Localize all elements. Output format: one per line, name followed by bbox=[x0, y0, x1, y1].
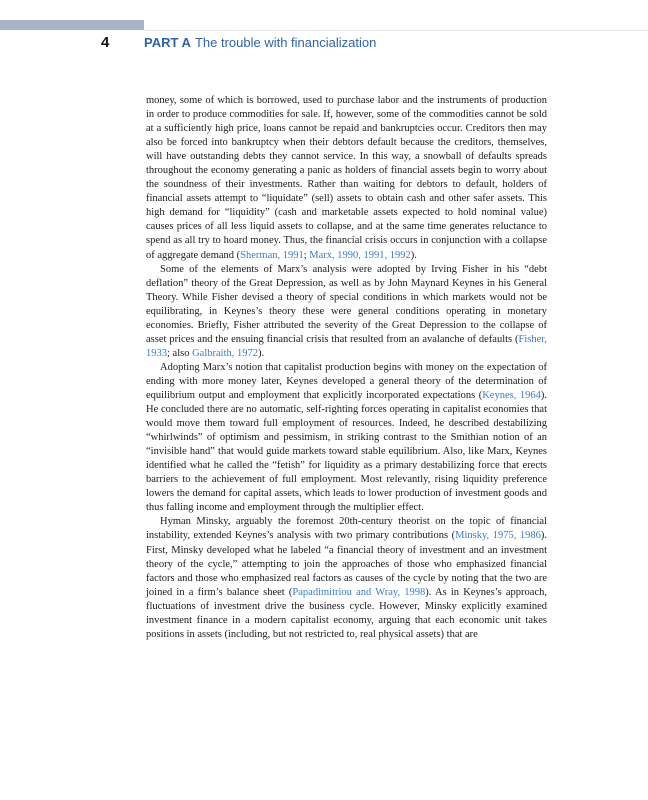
paragraph-text: ; bbox=[303, 249, 310, 261]
paragraph bbox=[146, 263, 547, 361]
paragraph-text: Hyman Minsky, arguably the foremost 20th-century theorist on the topic of financial instability, extended Keynes’s analysis with two primary contributions ( bbox=[146, 516, 547, 542]
paragraph-text: ). As in Keynes’s approach, fluctuations of investment drive the business cycle. However, Minsky explicitly examined investment finance in a modern capitalist economy, arguing that each economic unit takes positions in assets (including, but not restricted to, real physical assets) that are bbox=[146, 586, 547, 640]
body-text bbox=[146, 94, 547, 642]
paragraph-text: ). bbox=[410, 249, 417, 261]
part-title: The trouble with financialization bbox=[194, 35, 377, 50]
part-label: PART A bbox=[144, 35, 191, 50]
top-color-bar bbox=[0, 20, 144, 30]
paragraph-text: ). First, Minsky developed what he labeled “a financial theory of investment and an investment theory of the cycle,” attempting to join the approaches of those who emphasized financial factors and those who emphasized real factors as causes of the cycle by noting that the two are joined in a firm’s balance sheet ( bbox=[146, 530, 547, 598]
running-head bbox=[144, 35, 376, 50]
paragraph bbox=[146, 361, 547, 516]
paragraph-text: Adopting Marx’s notion that capitalist production begins with money on the expectation of ending with more money later, Keynes developed a general theory of the determination of equilibrium output and employment that explicitly incorporated expectations ( bbox=[146, 361, 547, 401]
paragraph-text: money, some of which is borrowed, used to purchase labor and the instruments of production in order to produce commodities for sale. If, however, some of the commodities cannot be sold at a sufficiently high price, loans cannot be repaid and bankruptcies occur. Creditors then may also be forced into bankruptcy when their debtors default because the creditors, themselves, will have outstanding debts they cannot service. In this way, a snowball of defaults spreads throughout the economy generating a panic as holders of financial assets begin to worry about the soundness of their investments. Rather than waiting for debtors to default, holders of financial assets attempt to “liquidate” (sell) assets to obtain cash and other safer assets. This high demand for “liquidity” (cash and marketable assets expected to hold nominal value) causes prices of all less liquid assets to collapse, and at the same time generates reluctance to spend as all try to hoard money. Thus, the financial crisis occurs in conjunction with a collapse of aggregate demand ( bbox=[146, 95, 547, 261]
paragraph-text: ; also bbox=[167, 347, 193, 359]
citation-link[interactable]: Minsky, 1975, 1986 bbox=[455, 530, 541, 542]
paragraph bbox=[146, 515, 547, 641]
citation-link[interactable]: Fisher, 1933 bbox=[146, 333, 547, 359]
paragraph-text: ). bbox=[258, 347, 265, 359]
citation-link[interactable]: Papadimitriou and Wray, 1998 bbox=[292, 586, 426, 598]
citation-link[interactable]: Keynes, 1964 bbox=[482, 389, 541, 401]
citation-link[interactable]: Sherman, 1991 bbox=[240, 249, 304, 261]
citation-link[interactable]: Galbraith, 1972 bbox=[192, 347, 258, 359]
paragraph-text: Some of the elements of Marx’s analysis were adopted by Irving Fisher in his “debt deflation” theory of the Great Depression, as well as by John Maynard Keynes in his General Theory. While Fisher devised a theory of special conditions in which markets would not be equilibrating, in Keynes’s theory these were general conditions operating in monetary economies. Briefly, Fisher attributed the severity of the Great Depression to the collapse of asset prices and the ensuing financial crisis that resulted from an avalanche of defaults ( bbox=[146, 263, 547, 345]
header-rule bbox=[144, 30, 648, 31]
page-number: 4 bbox=[101, 34, 110, 51]
citation-link[interactable]: Marx, 1990, 1991, 1992 bbox=[309, 249, 411, 261]
paragraph-text: ). He concluded there are no automatic, self-righting forces operating in capitalist economies that would move them toward full employment of resources. Indeed, he described destabilizing “whirlwinds” of optimism and pessimism, in striking contrast to the Smithian notion of an “invisible hand” that would guide markets toward stable equilibrium. Also, like Marx, Keynes identified what he called the “fetish” for liquidity as a primary destabilizing force that erects barriers to the achievement of full employment. Most relevantly, rising liquidity preference lowers the demand for capital assets, which leads to lower production of investment goods and thus falling income and employment through the multiplier effect. bbox=[146, 389, 547, 514]
paragraph bbox=[146, 94, 547, 263]
